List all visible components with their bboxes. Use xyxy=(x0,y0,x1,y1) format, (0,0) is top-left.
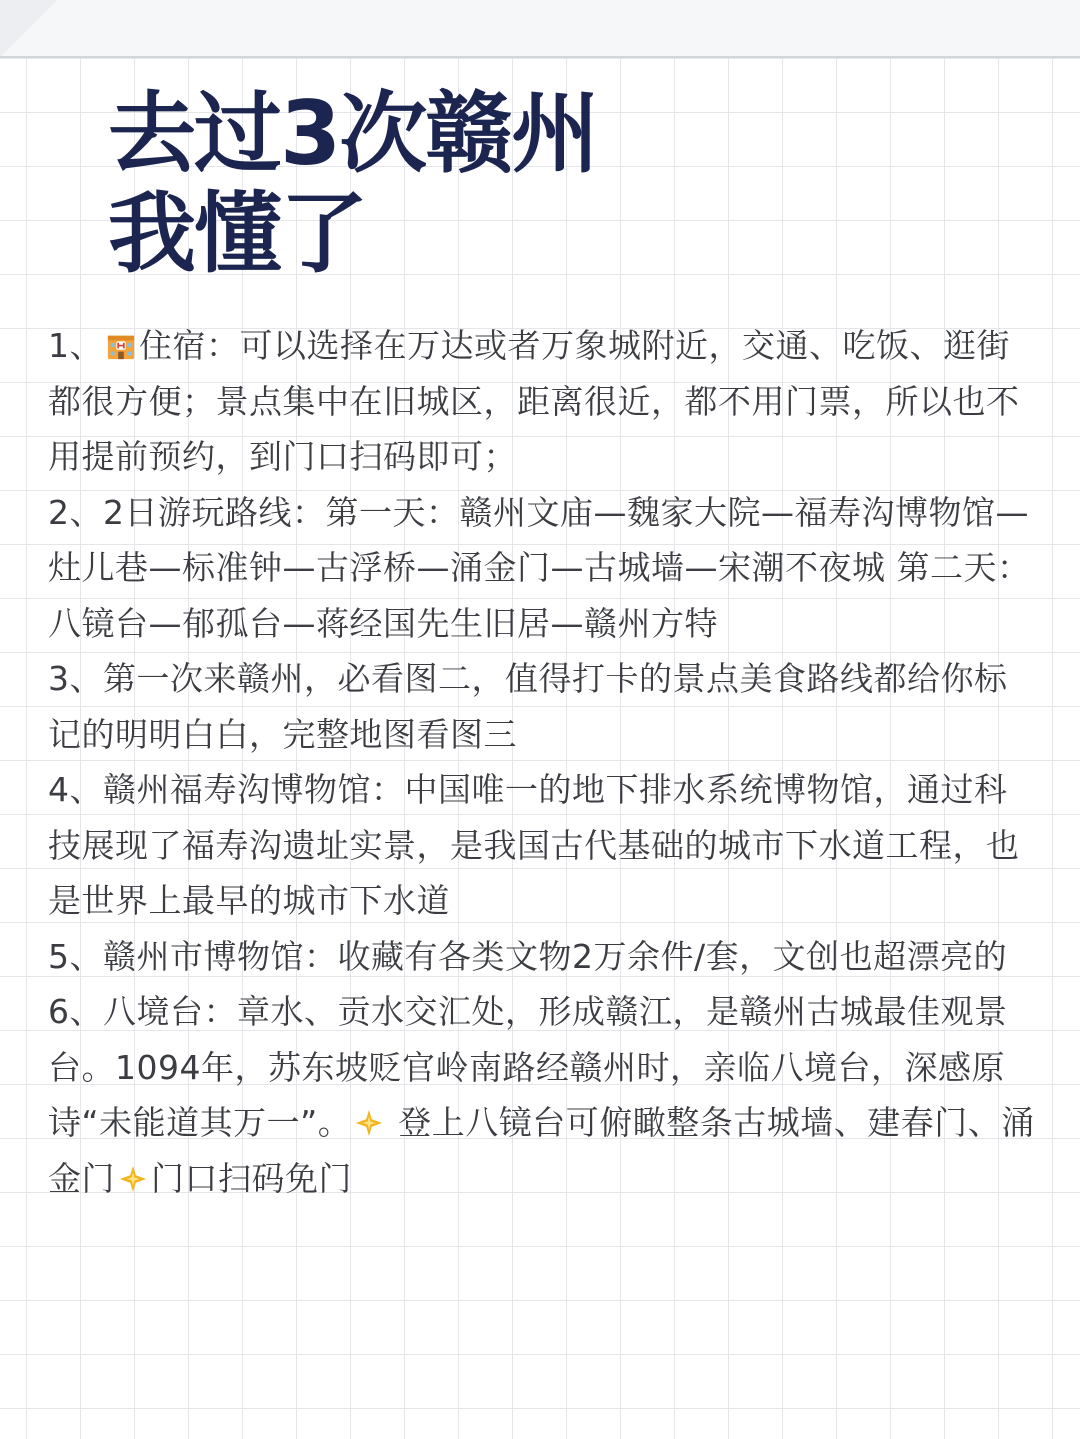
note-item-2: 2、2日游玩路线：第一天：赣州文庙—魏家大院—福寿沟博物馆—灶儿巷—标准钟—古浮桥—涌金门—古城墙—宋潮不夜城 第二天：八镜台—郁孤台—蒋经国先生旧居—赣州方特 xyxy=(48,492,1031,643)
title-line-2: 我懂了 xyxy=(108,182,367,285)
title-line-1: 去过3次赣州 xyxy=(108,82,598,185)
paper-top-rule xyxy=(0,56,1080,58)
note-item-3: 3、第一次来赣州，必看图二，值得打卡的景点美食路线都给你标记的明明白白，完整地图看图三 xyxy=(48,659,1008,754)
note-item-6 xyxy=(48,984,1038,1206)
sparkle-icon xyxy=(118,1164,148,1194)
note-item-6-part-1: 6、八境台：章水、贡水交汇处，形成赣江，是赣州古城最佳观景台。1094年，苏东坡贬官岭南路经赣州时，亲临八境台，深感原诗“未能道其万一”。 xyxy=(48,992,1008,1142)
note-body xyxy=(48,318,1038,1206)
sparkle-icon xyxy=(354,1108,384,1138)
paper-top-band xyxy=(0,0,1080,56)
paper-corner-curl xyxy=(0,0,70,56)
hotel-icon xyxy=(106,331,136,361)
page-title xyxy=(108,84,597,284)
note-item-6-part-2: 登上八镜台可俯瞰整条古城墙、建春门、涌金门 xyxy=(48,1103,1035,1198)
note-item-5: 5、赣州市博物馆：收藏有各类文物2万余件/套，文创也超漂亮的 xyxy=(48,936,1008,976)
note-item-1-prefix: 1、 xyxy=(48,326,103,365)
note-item-4: 4、赣州福寿沟博物馆：中国唯一的地下排水系统博物馆，通过科技展现了福寿沟遗址实景，是我国古代基础的城市下水道工程，也是世界上最早的城市下水道 xyxy=(48,770,1020,920)
note-item-1-text: 住宿：可以选择在万达或者万象城附近，交通、吃饭、逛街都很方便；景点集中在旧城区，距离很近，都不用门票，所以也不用提前预约，到门口扫码即可； xyxy=(48,326,1020,476)
note-item-1 xyxy=(48,318,1038,485)
note-item-6-part-3: 门口扫码免门 xyxy=(151,1158,352,1198)
